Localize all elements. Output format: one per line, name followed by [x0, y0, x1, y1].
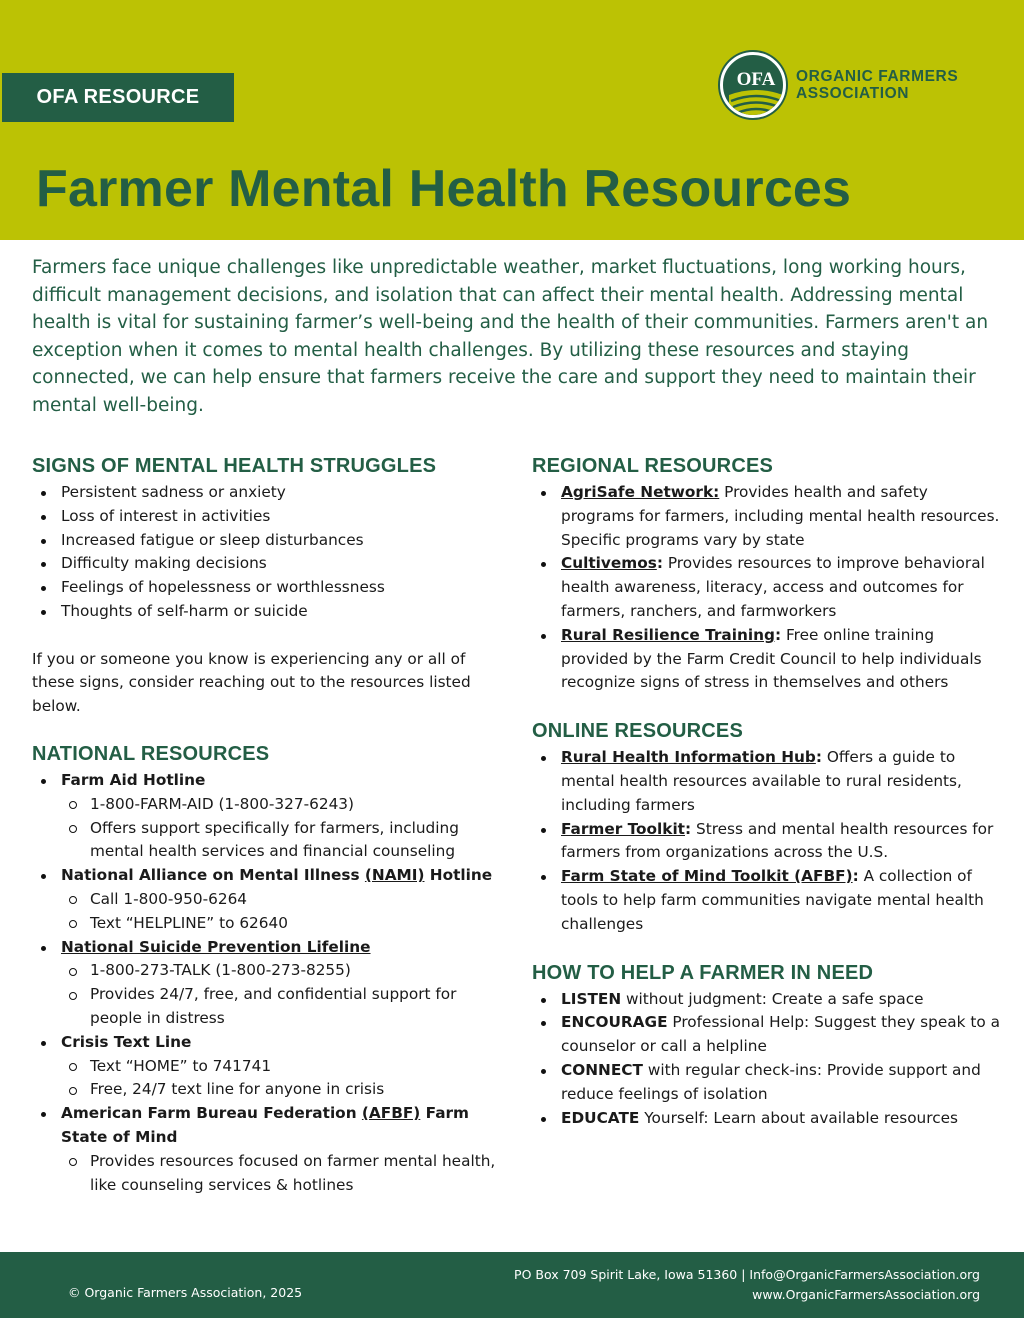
help-list	[532, 988, 1004, 1131]
intro-paragraph: Farmers face unique challenges like unpredictable weather, market fluctuations, long working hours, difficult management decisions, and isolation that can affect their mental health. Addressing mental health is vital for sustaining farmer’s well-being and the health of their communities. Farmers aren't an exception when it comes to mental health challenges. By utilizing these resources and staying connected, we can help ensure that farmers receive the care and support they need to maintain their mental well-being.	[32, 257, 989, 416]
nami-link[interactable]: (NAMI)	[364, 866, 425, 885]
list-item: Rural Resilience Training: Free online training provided by the Farm Credit Council to help individuals recognize signs of stress in themselves and others	[532, 624, 1004, 695]
signs-list	[32, 481, 512, 624]
logo-text	[796, 68, 958, 102]
list-item: ENCOURAGE Professional Help: Suggest they speak to a counselor or call a helpline	[532, 1011, 1004, 1059]
list-item: Rural Health Information Hub: Offers a guide to mental health resources available to rural residents, including farmers	[532, 746, 1004, 817]
national-heading: NATIONAL RESOURCES	[32, 743, 270, 765]
list-item: Provides 24/7, free, and confidential support for people in distress	[61, 983, 512, 1031]
list-item: LISTEN without judgment: Create a safe space	[532, 988, 1004, 1012]
page-title: Farmer Mental Health Resources	[36, 160, 852, 218]
list-item: Loss of interest in activities	[32, 505, 512, 529]
list-item	[32, 936, 512, 1031]
cultivemos-link[interactable]: Cultivemos	[561, 554, 657, 573]
regional-heading: REGIONAL RESOURCES	[532, 455, 774, 477]
list-item: Difficulty making decisions	[32, 552, 512, 576]
crisis-text-title: Crisis Text Line	[61, 1032, 192, 1051]
ofa-logo	[720, 52, 958, 118]
website-link[interactable]: www.OrganicFarmersAssociation.org	[752, 1287, 980, 1302]
afbf-title: American Farm Bureau Federation (AFBF) Farm State of Mind	[61, 1104, 469, 1146]
logo-line-1: ORGANIC FARMERS	[796, 68, 959, 85]
signs-heading: SIGNS OF MENTAL HEALTH STRUGGLES	[32, 455, 437, 477]
list-item: Text “HELPLINE” to 62640	[61, 912, 512, 936]
left-column	[32, 454, 512, 1197]
afbf-link[interactable]: (AFBF)	[361, 1104, 421, 1123]
list-item: Increased fatigue or sleep disturbances	[32, 529, 512, 553]
farmer-toolkit-link[interactable]: Farmer Toolkit	[561, 819, 685, 838]
online-list	[532, 746, 1004, 936]
national-list	[32, 769, 512, 1197]
header-banner	[0, 0, 1024, 240]
list-item: Thoughts of self-harm or suicide	[32, 600, 512, 624]
farm-state-toolkit-link[interactable]: Farm State of Mind Toolkit (AFBF)	[561, 867, 853, 886]
list-item: Feelings of hopelessness or worthlessness	[32, 576, 512, 600]
signs-note: If you or someone you know is experiencing any or all of these signs, consider reaching out to the resources listed below.	[32, 649, 471, 715]
list-item: Persistent sadness or anxiety	[32, 481, 512, 505]
logo-line-2: ASSOCIATION	[796, 85, 910, 102]
right-column	[532, 454, 1004, 1130]
list-item: 1-800-FARM-AID (1-800-327-6243)	[61, 793, 512, 817]
address-email: PO Box 709 Spirit Lake, Iowa 51360 | Info@OrganicFarmersAssociation.org	[514, 1267, 980, 1282]
list-item: Free, 24/7 text line for anyone in crisis	[61, 1078, 512, 1102]
list-item	[32, 1102, 512, 1197]
list-item: CONNECT with regular check-ins: Provide support and reduce feelings of isolation	[532, 1059, 1004, 1107]
rural-resilience-link[interactable]: Rural Resilience Training	[561, 625, 775, 644]
footer-contact	[514, 1265, 980, 1305]
list-item	[32, 1031, 512, 1102]
list-item: Offers support specifically for farmers, including mental health services and financial counseling	[61, 817, 512, 865]
regional-list	[532, 481, 1004, 695]
help-heading: HOW TO HELP A FARMER IN NEED	[532, 961, 874, 984]
list-item: AgriSafe Network: Provides health and safety programs for farmers, including mental health resources. Specific programs vary by state	[532, 481, 1004, 552]
list-item: Provides resources focused on farmer mental health, like counseling services & hotlines	[61, 1150, 512, 1198]
online-heading: ONLINE RESOURCES	[532, 720, 744, 743]
list-item: Cultivemos: Provides resources to improve behavioral health awareness, literacy, access and outcomes for farmers, ranchers, and farmworkers	[532, 552, 1004, 623]
list-item: Farm State of Mind Toolkit (AFBF): A collection of tools to help farm communities navigate mental health challenges	[532, 865, 1004, 936]
list-item: 1-800-273-TALK (1-800-273-8255)	[61, 959, 512, 983]
ofa-logo-icon	[720, 52, 786, 118]
rural-health-hub-link[interactable]: Rural Health Information Hub	[561, 748, 816, 767]
farm-aid-title: Farm Aid Hotline	[61, 771, 206, 789]
suicide-lifeline-link[interactable]: National Suicide Prevention Lifeline	[61, 937, 371, 956]
list-item: Text “HOME” to 741741	[61, 1055, 512, 1079]
resource-badge: OFA RESOURCE	[2, 73, 234, 122]
list-item	[32, 864, 512, 935]
list-item: EDUCATE Yourself: Learn about available resources	[532, 1107, 1004, 1131]
footer	[0, 1252, 1024, 1318]
logo-mark-text: OFA	[736, 69, 776, 90]
nami-title: National Alliance on Mental Illness (NAMI) Hotline	[61, 866, 493, 885]
agrisafe-link[interactable]: AgriSafe Network:	[561, 483, 720, 501]
copyright: © Organic Farmers Association, 2025	[68, 1285, 303, 1300]
list-item: Farmer Toolkit: Stress and mental health resources for farmers from organizations across the U.S.	[532, 818, 1004, 866]
list-item: Call 1-800-950-6264	[61, 888, 512, 912]
list-item	[32, 769, 512, 864]
